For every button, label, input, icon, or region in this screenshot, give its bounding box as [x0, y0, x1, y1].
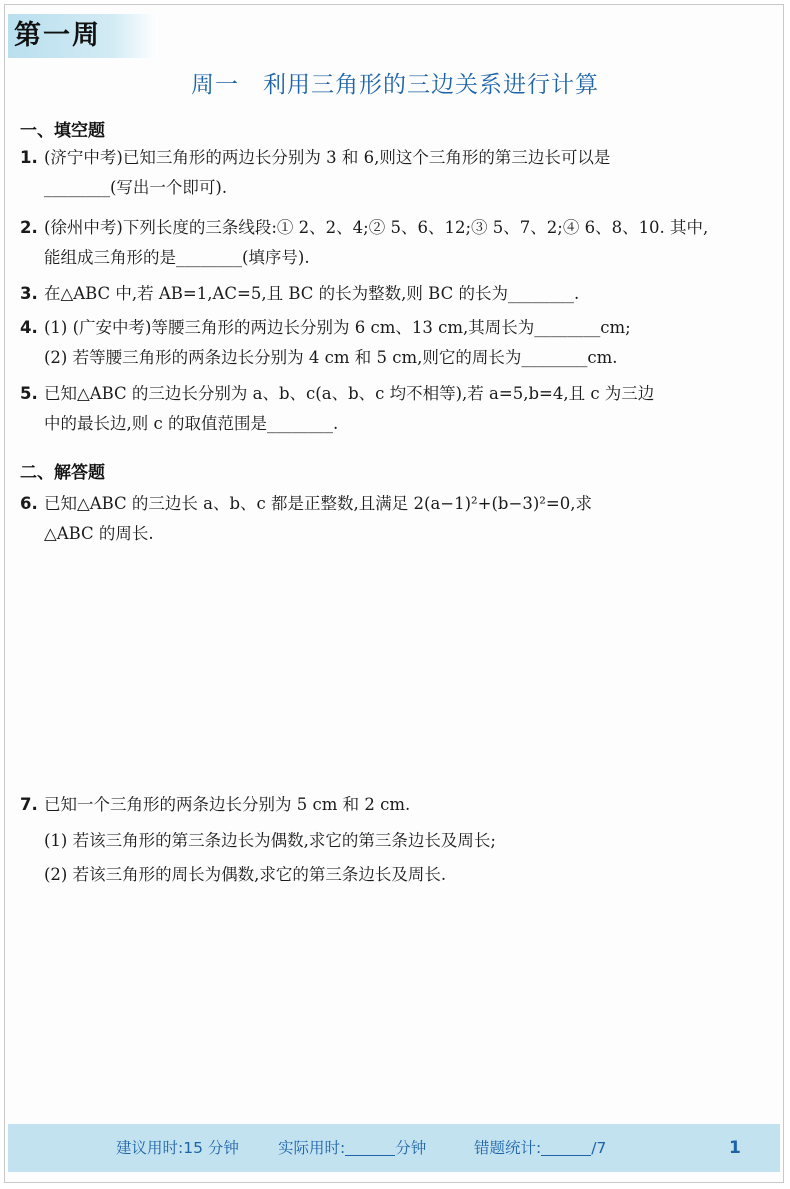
question-line: (2) 若该三角形的周长为偶数,求它的第三条边长及周长. — [44, 865, 447, 884]
question-line: 能组成三角形的是________(填序号). — [44, 248, 310, 267]
question-5 — [20, 379, 750, 439]
error-count-total: /7 — [591, 1139, 607, 1157]
error-count — [474, 1124, 606, 1172]
answer-heading: 二、解答题 — [20, 463, 105, 483]
question-2 — [20, 213, 750, 273]
question-1 — [20, 143, 750, 203]
question-line: (济宁中考)已知三角形的两边长分别为 3 和 6,则这个三角形的第三边长可以是 — [44, 148, 611, 167]
actual-time — [278, 1124, 426, 1172]
error-count-blank[interactable] — [541, 1139, 591, 1156]
actual-time-label: 实际用时: — [278, 1139, 346, 1157]
error-count-label: 错题统计: — [474, 1139, 542, 1157]
question-number: 2. — [20, 218, 38, 237]
topic-title: 利用三角形的三边关系进行计算 — [263, 72, 599, 98]
question-number: 7. — [20, 795, 38, 814]
question-number: 5. — [20, 384, 38, 403]
page-number: 1 — [729, 1138, 741, 1158]
question-line: 在△ABC 中,若 AB=1,AC=5,且 BC 的长为整数,则 BC 的长为________. — [44, 284, 580, 303]
question-7 — [20, 790, 750, 890]
question-number: 1. — [20, 148, 38, 167]
question-line: (1) (广安中考)等腰三角形的两边长分别为 6 cm、13 cm,其周长为________cm; — [44, 318, 631, 337]
question-line: (徐州中考)下列长度的三条线段:① 2、2、4;② 5、6、12;③ 5、7、2;④ 6、8、10. 其中, — [44, 218, 709, 237]
week-title: 第一周 — [14, 20, 101, 51]
question-number: 3. — [20, 284, 38, 303]
section-title — [0, 66, 790, 99]
question-line: 中的最长边,则 c 的取值范围是________. — [44, 414, 339, 433]
question-4 — [20, 313, 750, 373]
question-line: 已知△ABC 的三边长 a、b、c 都是正整数,且满足 2(a−1)²+(b−3)²=0,求 — [44, 494, 592, 513]
question-3 — [20, 279, 750, 309]
question-number: 4. — [20, 318, 38, 337]
question-line: (1) 若该三角形的第三条边长为偶数,求它的第三条边长及周长; — [44, 831, 496, 850]
question-number: 6. — [20, 494, 38, 513]
fill-blank-heading: 一、填空题 — [20, 121, 105, 141]
question-line: (2) 若等腰三角形的两条边长分别为 4 cm 和 5 cm,则它的周长为________cm. — [44, 348, 618, 367]
question-line: ________(写出一个即可). — [44, 178, 228, 197]
actual-time-unit: 分钟 — [395, 1139, 427, 1157]
question-line: △ABC 的周长. — [44, 524, 154, 543]
day-label: 周一 — [191, 72, 239, 98]
question-line: 已知△ABC 的三边长分别为 a、b、c(a、b、c 均不相等),若 a=5,b=4,且 c 为三边 — [44, 384, 655, 403]
question-line: 已知一个三角形的两条边长分别为 5 cm 和 2 cm. — [44, 795, 411, 814]
question-6 — [20, 489, 750, 549]
suggested-time: 建议用时:15 分钟 — [116, 1139, 239, 1157]
actual-time-blank[interactable] — [345, 1139, 395, 1156]
